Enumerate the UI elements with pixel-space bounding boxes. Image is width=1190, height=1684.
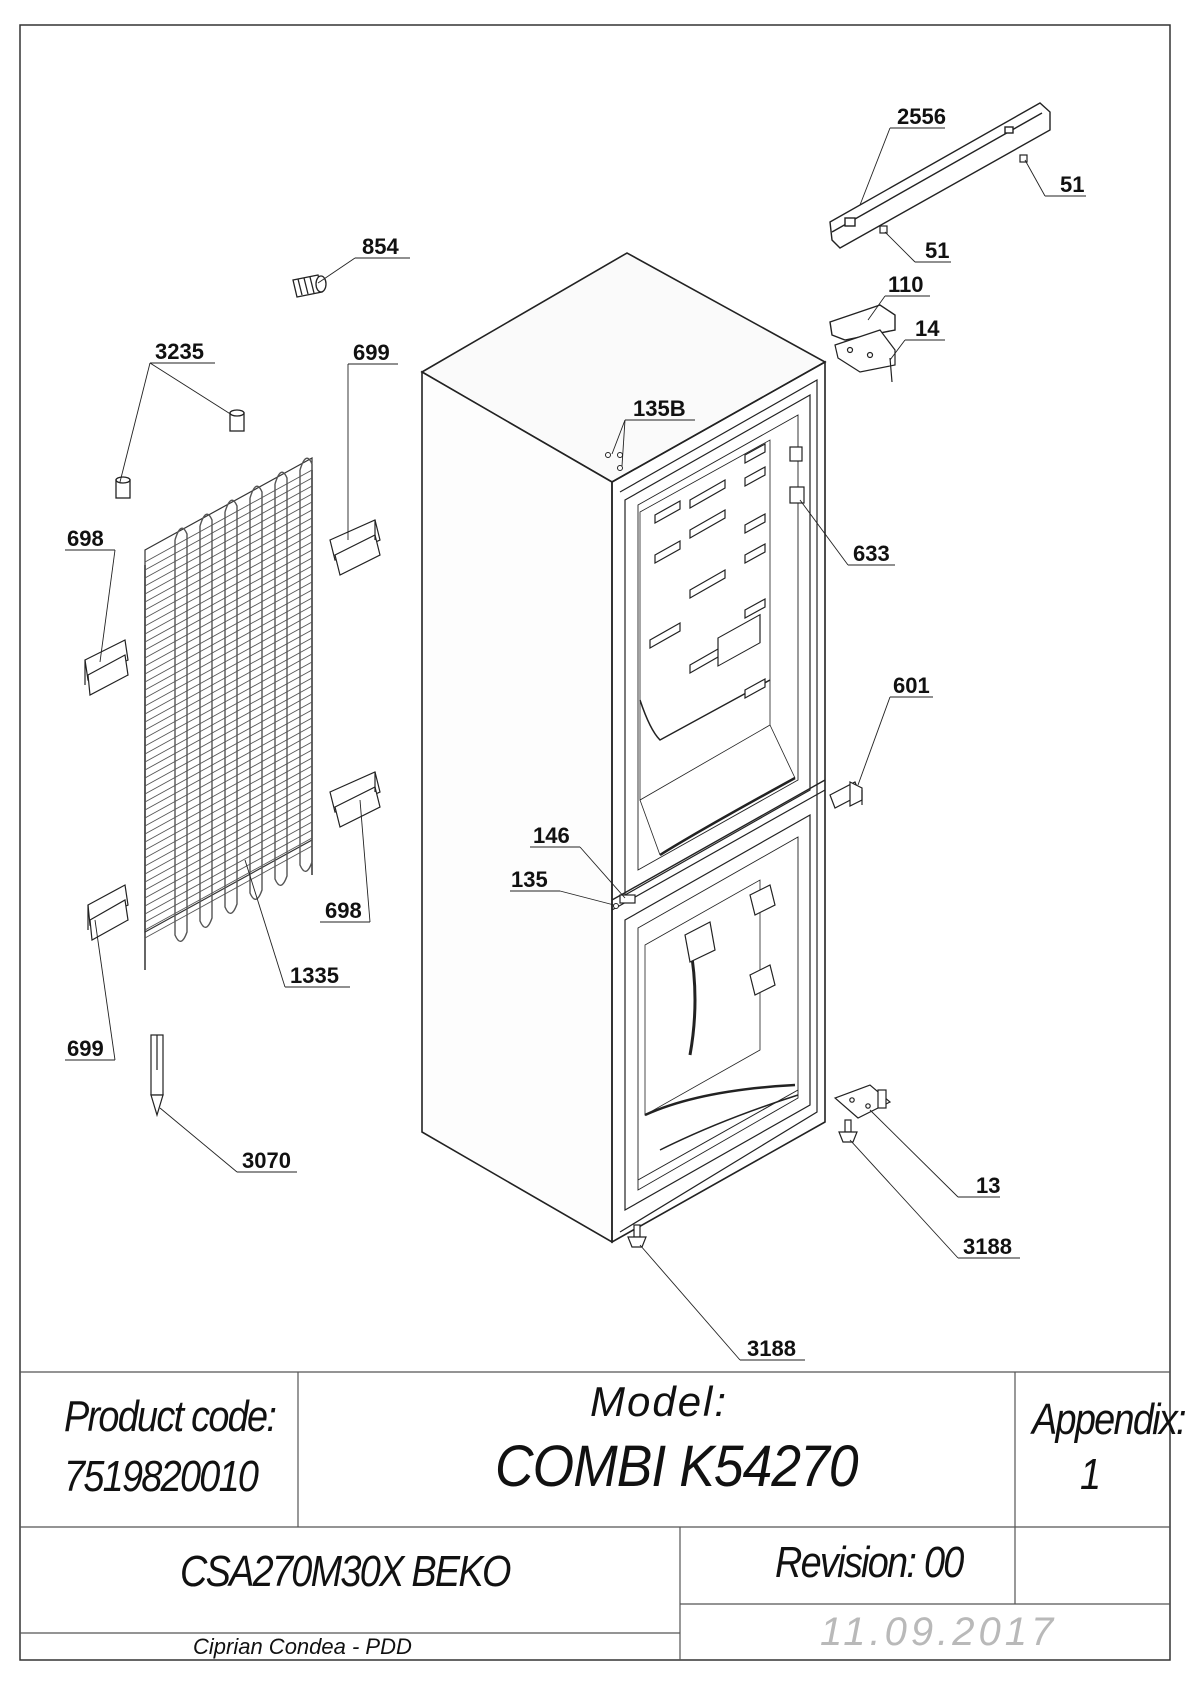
part-name: CSA270M30X BEKO [180, 1547, 510, 1596]
part-3070-pin [151, 1035, 163, 1115]
revision: Revision: 00 [775, 1538, 963, 1587]
callout-698-upper: 698 [67, 526, 104, 551]
drawing-date: 11.09.2017 [820, 1610, 1058, 1654]
callout-2556: 2556 [897, 104, 946, 129]
part-135-screw [614, 904, 619, 909]
part-110-hinge-cover [830, 305, 895, 340]
model-value: COMBI K54270 [495, 1434, 858, 1499]
author: Ciprian Condea - PDD [193, 1634, 412, 1659]
callout-3235: 3235 [155, 339, 204, 364]
callout-1335: 1335 [290, 963, 339, 988]
callout-3070: 3070 [242, 1148, 291, 1173]
part-3188-foot-right [839, 1120, 857, 1142]
callout-14: 14 [915, 316, 940, 341]
condenser-wires [145, 458, 312, 941]
callout-110: 110 [888, 272, 924, 297]
callout-698-lower: 698 [325, 898, 362, 923]
callout-854: 854 [362, 234, 399, 259]
part-13-bottom-hinge [835, 1085, 890, 1118]
product-code-label: Product code: [64, 1392, 276, 1441]
part-146-cover [620, 895, 635, 903]
bracket-698-lower-right [330, 772, 380, 827]
callout-51-a: 51 [1060, 172, 1085, 197]
callout-601: 601 [893, 673, 930, 698]
part-601-middle-hinge [830, 782, 862, 808]
callout-699-upper: 699 [353, 340, 390, 365]
part-51-clip-b [880, 226, 887, 233]
bracket-698-upper-left [85, 640, 128, 695]
callout-699-lower: 699 [67, 1036, 104, 1061]
bracket-699-upper-right [330, 520, 380, 575]
callout-135B: 135B [633, 396, 686, 421]
product-code-value: 7519820010 [64, 1452, 258, 1501]
cabinet-body [422, 253, 825, 1242]
callout-3188-left: 3188 [747, 1336, 796, 1361]
bracket-699-lower-left [88, 885, 128, 940]
callout-13: 13 [976, 1173, 1001, 1198]
part-854-drain-tube [293, 275, 326, 297]
appendix-label: Appendix: [1032, 1395, 1185, 1444]
callout-633: 633 [853, 541, 890, 566]
appendix-value: 1 [1080, 1450, 1100, 1499]
callout-3188-right: 3188 [963, 1234, 1012, 1259]
part-3188-foot-left [628, 1225, 646, 1247]
callout-135: 135 [511, 867, 548, 892]
callout-51-b: 51 [925, 238, 950, 263]
model-label: Model: [590, 1378, 729, 1425]
callout-146: 146 [533, 823, 570, 848]
cabinet-shelf-slots [650, 444, 804, 995]
